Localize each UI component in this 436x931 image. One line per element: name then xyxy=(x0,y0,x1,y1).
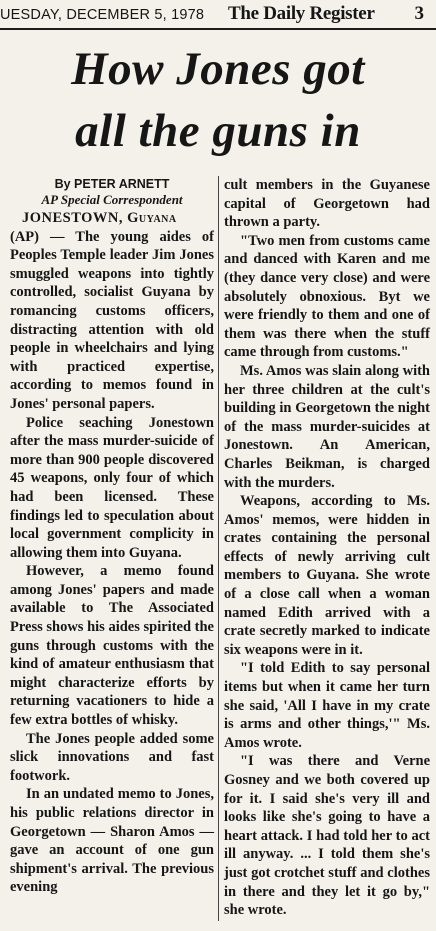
folio-header xyxy=(0,3,432,27)
article-paragraph: "Two men from customs came and danced with Karen and me (they dance very close) and were absolutely obnoxious. Byt we were friendly to them and one of them was there when the stuff came through from customs." xyxy=(224,232,430,361)
article-paragraph: However, a memo found among Jones' papers and made available to The Associated Press shows his aides spirited the guns through customs with the kind of amateur enthusiasm that might characterize efforts by returning vacationers to hide a few extra bottles of whisky. xyxy=(10,563,214,729)
article-paragraph: Police seaching Jonestown after the mass murder-suicide of more than 900 people discovered 45 weapons, only four of which had been licensed. These findings led to speculation about local government complicity in allowing them into Guyana. xyxy=(10,414,214,561)
article-paragraph: "I was there and Verne Gosney and we both covered up for it. I said she's very ill and looks like she's going to have a heart attack. I had told her to act ill anyway. ... I told them she's just got crotchet stuff and clothes in there and they let it go by," she wrote. xyxy=(224,753,430,919)
headline-line-1: How Jones got xyxy=(71,43,365,95)
article-paragraph: "I told Edith to say personal items but when it came her turn she said, 'All I have in my crate is arms and other things,'" Ms. Amos wrote. xyxy=(224,660,430,751)
article-paragraph: The Jones people added some slick innovations and fast footwork. xyxy=(10,730,214,784)
article-paragraph: (AP) — The young aides of Peoples Temple leader Jim Jones smuggled weapons into tightly controlled, socialist Guyana by romancing customs officers, distracting attention with old people in wheelchairs and lying with practiced expertise, according to memos found in Jones' personal papers. xyxy=(10,228,214,412)
headline-line-2: all the guns in xyxy=(75,105,361,157)
article-paragraph: Weapons, according to Ms. Amos' memos, were hidden in crates containing the personal effects of newly arriving cult members to Guyana. She wrote of a close call when a woman named Edith arrived with a crate secretly marked to indicate six weapons were in it. xyxy=(224,493,430,658)
page-number: 3 xyxy=(414,3,424,24)
folio-date: UESDAY, DECEMBER 5, 1978 xyxy=(0,7,205,23)
article-paragraph: Ms. Amos was slain along with her three children at the cult's building in Georgetown the night of the mass murder-suicides at Jonestown. An American, Charles Beikman, is charged with the murders. xyxy=(224,362,430,491)
byline-title: AP Special Correspondent xyxy=(41,192,183,207)
folio-rule xyxy=(0,28,436,30)
dateline-text: JONESTOWN, Guyana xyxy=(22,210,177,226)
column-divider xyxy=(218,176,219,921)
article-column-left xyxy=(10,176,214,897)
byline-author: By PETER ARNETT xyxy=(54,177,170,191)
dateline xyxy=(10,209,214,228)
article-paragraph: In an undated memo to Jones, his public relations director in Georgetown — Sharon Amos — gave an account of one gun shipment's arrival. The previous evening xyxy=(10,786,214,896)
article-paragraph: cult members in the Guyanese capital of Georgetown had thrown a party. xyxy=(224,177,430,231)
newspaper-nameplate: The Daily Register xyxy=(228,3,375,24)
article-column-right xyxy=(224,176,430,920)
headline xyxy=(0,38,436,162)
